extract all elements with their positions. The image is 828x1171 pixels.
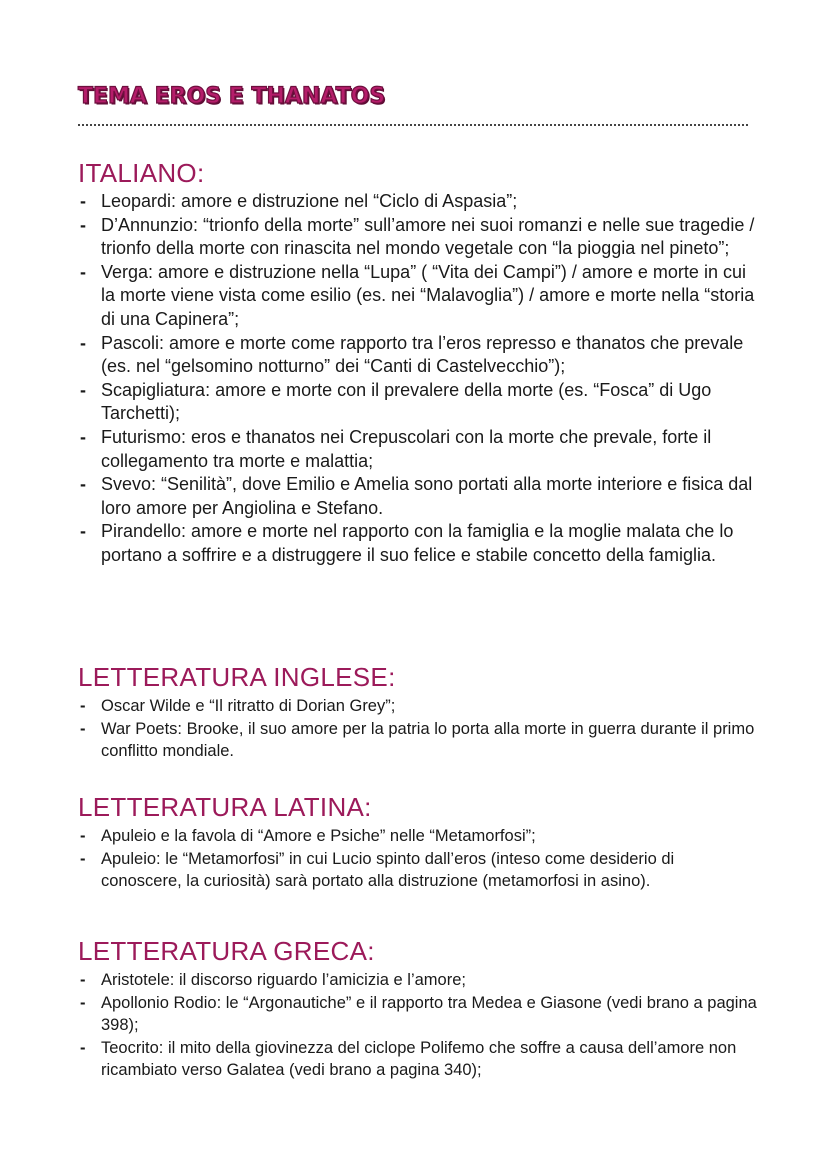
section-heading-latina: LETTERATURA LATINA: [78, 792, 372, 822]
bullet-dash: - [80, 426, 86, 447]
list-item [78, 1037, 758, 1082]
section-latina [78, 792, 758, 893]
list-item-text: D’Annunzio: “trionfo della morte” sull’amore nei suoi romanzi e nelle sue tragedie / trionfo della morte con rinascita nel mondo vegetale con “la pioggia nel pineto”; [101, 214, 755, 259]
list-item-text: Futurismo: eros e thanatos nei Crepuscolari con la morte che prevale, forte il collegamento tra morte e malattia; [101, 426, 712, 471]
list-item-text: War Poets: Brooke, il suo amore per la patria lo porta alla morte in guerra durante il primo conflitto mondiale. [101, 719, 755, 760]
list-italiano [78, 190, 758, 568]
bullet-dash: - [80, 379, 86, 400]
list-item [78, 969, 758, 992]
bullet-dash: - [80, 971, 86, 989]
list-item-text: Apuleio: le “Metamorfosi” in cui Lucio spinto dall’eros (inteso come desiderio di conoscere, la curiosità) sarà portato alla distruzione (metamorfosi in asino). [101, 849, 675, 890]
list-item-text: Scapigliatura: amore e morte con il prevalere della morte (es. “Fosca” di Ugo Tarchetti); [101, 379, 712, 424]
list-item [78, 992, 758, 1037]
dotted-divider [78, 124, 748, 126]
list-item-text: Aristotele: il discorso riguardo l’amicizia e l’amore; [101, 971, 466, 989]
list-item [78, 473, 758, 520]
list-item [78, 214, 758, 261]
section-heading-italiano: ITALIANO: [78, 158, 205, 188]
list-inglese [78, 695, 758, 763]
list-item-text: Pirandello: amore e morte nel rapporto con la famiglia e la moglie malata che lo portano a soffrire e a distruggere il suo felice e stabile concetto della famiglia. [101, 521, 734, 565]
bullet-dash: - [80, 214, 86, 235]
bullet-dash: - [80, 697, 86, 715]
list-item [78, 718, 758, 763]
section-greca [78, 936, 758, 1082]
bullet-dash: - [80, 261, 86, 282]
section-italiano [78, 158, 758, 568]
list-item [78, 261, 758, 332]
list-item-text: Teocrito: il mito della giovinezza del ciclope Polifemo che soffre a causa dell’amore non ricambiato verso Galatea (vedi brano a pagina 340); [101, 1038, 737, 1079]
bullet-dash: - [80, 849, 86, 868]
list-item [78, 379, 758, 426]
bullet-dash: - [80, 827, 86, 845]
list-item [78, 520, 758, 567]
bullet-dash: - [80, 191, 86, 211]
list-item [78, 848, 758, 893]
section-inglese [78, 662, 758, 763]
list-item-text: Apollonio Rodio: le “Argonautiche” e il rapporto tra Medea e Giasone (vedi brano a pagina 398); [101, 993, 757, 1034]
list-item-text: Apuleio e la favola di “Amore e Psiche” nelle “Metamorfosi”; [101, 827, 536, 845]
bullet-dash: - [80, 1038, 86, 1057]
list-latina [78, 825, 758, 893]
list-item [78, 332, 758, 379]
list-item-text: Oscar Wilde e “Il ritratto di Dorian Grey”; [101, 697, 396, 715]
bullet-dash: - [80, 719, 86, 738]
list-item [78, 695, 758, 718]
bullet-dash: - [80, 332, 86, 353]
bullet-dash: - [80, 474, 86, 495]
bullet-dash: - [80, 521, 86, 542]
list-item-text: Svevo: “Senilità”, dove Emilio e Amelia sono portati alla morte interiore e fisica dal loro amore per Angiolina e Stefano. [101, 474, 753, 518]
list-greca [78, 969, 758, 1082]
page-title: TEMA EROS E THANATOS [78, 84, 386, 109]
list-item-text: Leopardi: amore e distruzione nel “Ciclo di Aspasia”; [101, 191, 518, 211]
list-item-text: Pascoli: amore e morte come rapporto tra l’eros represso e thanatos che prevale (es. nel “gelsomino notturno” dei “Canti di Castelvecchio”); [101, 332, 744, 377]
list-item [78, 426, 758, 473]
section-heading-inglese: LETTERATURA INGLESE: [78, 662, 396, 692]
bullet-dash: - [80, 993, 86, 1012]
list-item [78, 190, 758, 214]
list-item [78, 825, 758, 848]
list-item-text: Verga: amore e distruzione nella “Lupa” ( “Vita dei Campi”) / amore e morte in cui la morte viene vista come esilio (es. nei “Malavoglia”) / amore e morte nella “storia di una Capinera”; [101, 261, 755, 329]
section-heading-greca: LETTERATURA GRECA: [78, 936, 375, 966]
